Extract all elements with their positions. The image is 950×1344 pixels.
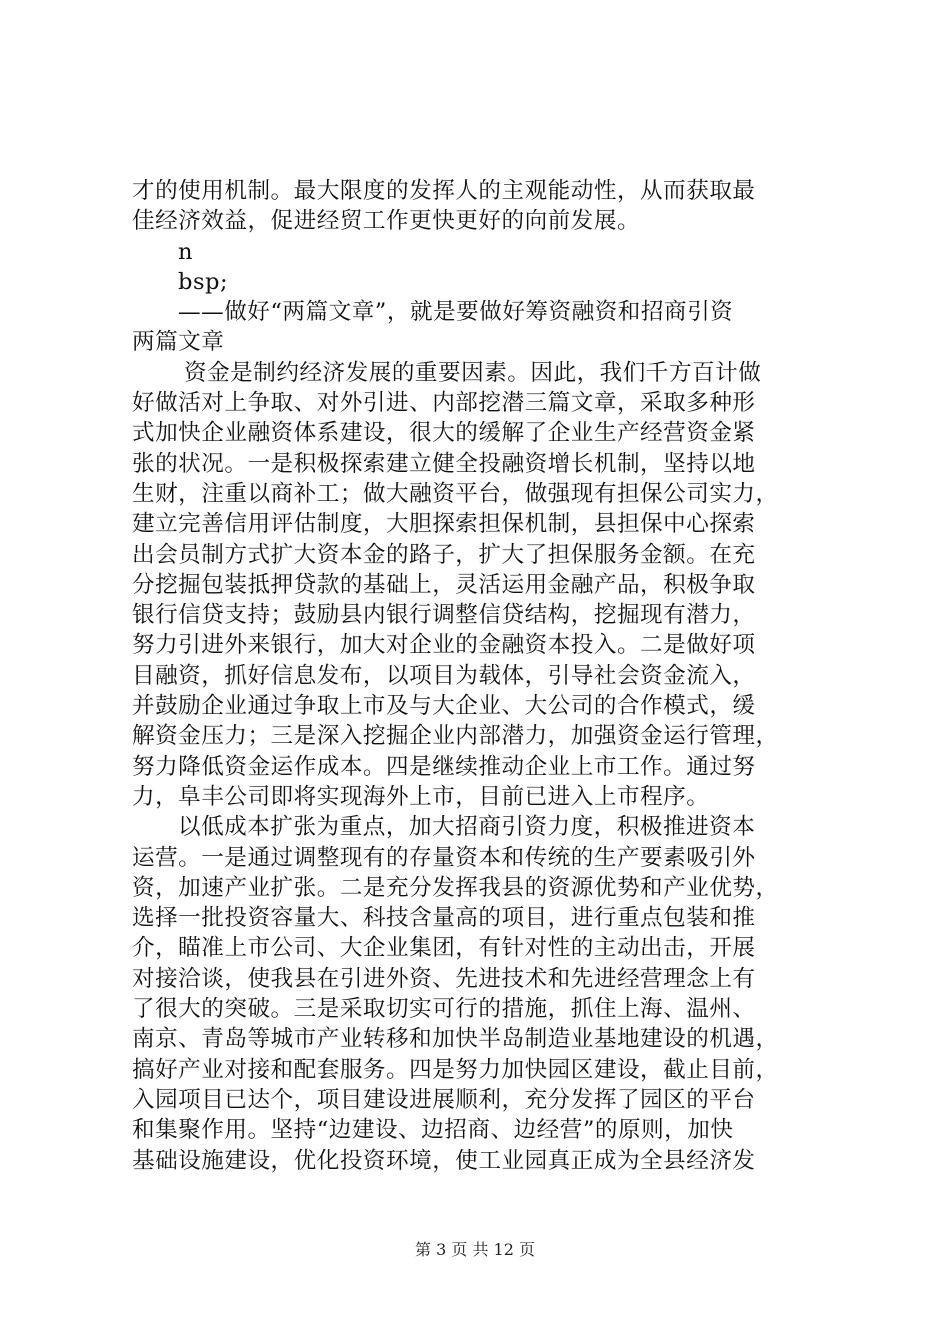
text-line: 并鼓励企业通过争取上市及与大企业、大公司的合作模式，缓 [132, 693, 756, 720]
section-heading-continued: 两篇文章 [132, 329, 225, 356]
text-line: 对接洽谈，使我县在引进外资、先进技术和先进经营理念上有 [132, 965, 756, 992]
text-line: 搞好产业对接和配套服务。四是努力加快园区建设，截止目前， [132, 1056, 779, 1083]
section-heading: ——做好“两篇文章”，就是要做好筹资融资和招商引资 [178, 299, 734, 326]
text-line: 入园项目已达个，项目建设进展顺利，充分发挥了园区的平台 [132, 1086, 756, 1113]
text-line: 选择一批投资容量大、科技含量高的项目，进行重点包装和推 [132, 905, 756, 932]
text-line: n [178, 238, 194, 265]
text-line: 才的使用机制。最大限度的发挥人的主观能动性，从而获取最 [132, 178, 756, 204]
text-line: 银行信贷支持；鼓励县内银行调整信贷结构，挖掘现有潜力， [132, 602, 756, 629]
text-line: bsp; [178, 268, 229, 295]
text-line: 资，加速产业扩张。二是充分发挥我县的资源优势和产业优势， [132, 874, 779, 901]
text-line: 南京、青岛等城市产业转移和加快半岛制造业基地建设的机遇， [132, 1026, 779, 1053]
text-line: 生财，注重以商补工；做大融资平台，做强现有担保公司实力， [132, 480, 779, 507]
text-line: 目融资，抓好信息发布，以项目为载体，引导社会资金流入， [132, 662, 756, 689]
text-line: 好做活对上争取、对外引进、内部挖潜三篇文章，采取多种形 [132, 390, 756, 417]
text-line: 运营。一是通过调整现有的存量资本和传统的生产要素吸引外 [132, 844, 756, 871]
text-line: 努力引进外来银行，加大对企业的金融资本投入。二是做好项 [132, 632, 756, 659]
text-line: 张的状况。一是积极探索建立健全投融资增长机制，坚持以地 [132, 450, 756, 477]
paragraph-start: 资金是制约经济发展的重要因素。因此，我们千方百计做 [184, 359, 762, 386]
text-line: 解资金压力；三是深入挖掘企业内部潜力，加强资金运行管理， [132, 723, 779, 750]
text-line: 式加快企业融资体系建设，很大的缓解了企业生产经营资金紧 [132, 420, 756, 447]
paragraph-start: 以低成本扩张为重点，加大招商引资力度，积极推进资本 [178, 814, 756, 841]
text-line: 介，瞄准上市公司、大企业集团，有针对性的主动出击，开展 [132, 935, 756, 962]
text-line: 分挖掘包装抵押贷款的基础上，灵活运用金融产品，积极争取 [132, 571, 756, 598]
text-line: 和集聚作用。坚持“边建设、边招商、边经营”的原则，加快 [132, 1117, 734, 1144]
text-line: 努力降低资金运作成本。四是继续推动企业上市工作。通过努 [132, 753, 756, 780]
text-line: 了很大的突破。三是采取切实可行的措施，抓住上海、温州、 [132, 996, 756, 1023]
text-line: 佳经济效益，促进经贸工作更快更好的向前发展。 [132, 208, 641, 235]
text-line: 力，阜丰公司即将实现海外上市，目前已进入上市程序。 [132, 783, 710, 810]
text-line: 出会员制方式扩大资本金的路子，扩大了担保服务金额。在充 [132, 541, 756, 568]
document-body [132, 176, 832, 1176]
text-line: 建立完善信用评估制度，大胆探索担保机制，县担保中心探索 [132, 511, 756, 538]
page-footer: 第 3 页 共 12 页 [415, 1240, 535, 1259]
text-line: 基础设施建设，优化投资环境，使工业园真正成为全县经济发 [132, 1147, 756, 1174]
